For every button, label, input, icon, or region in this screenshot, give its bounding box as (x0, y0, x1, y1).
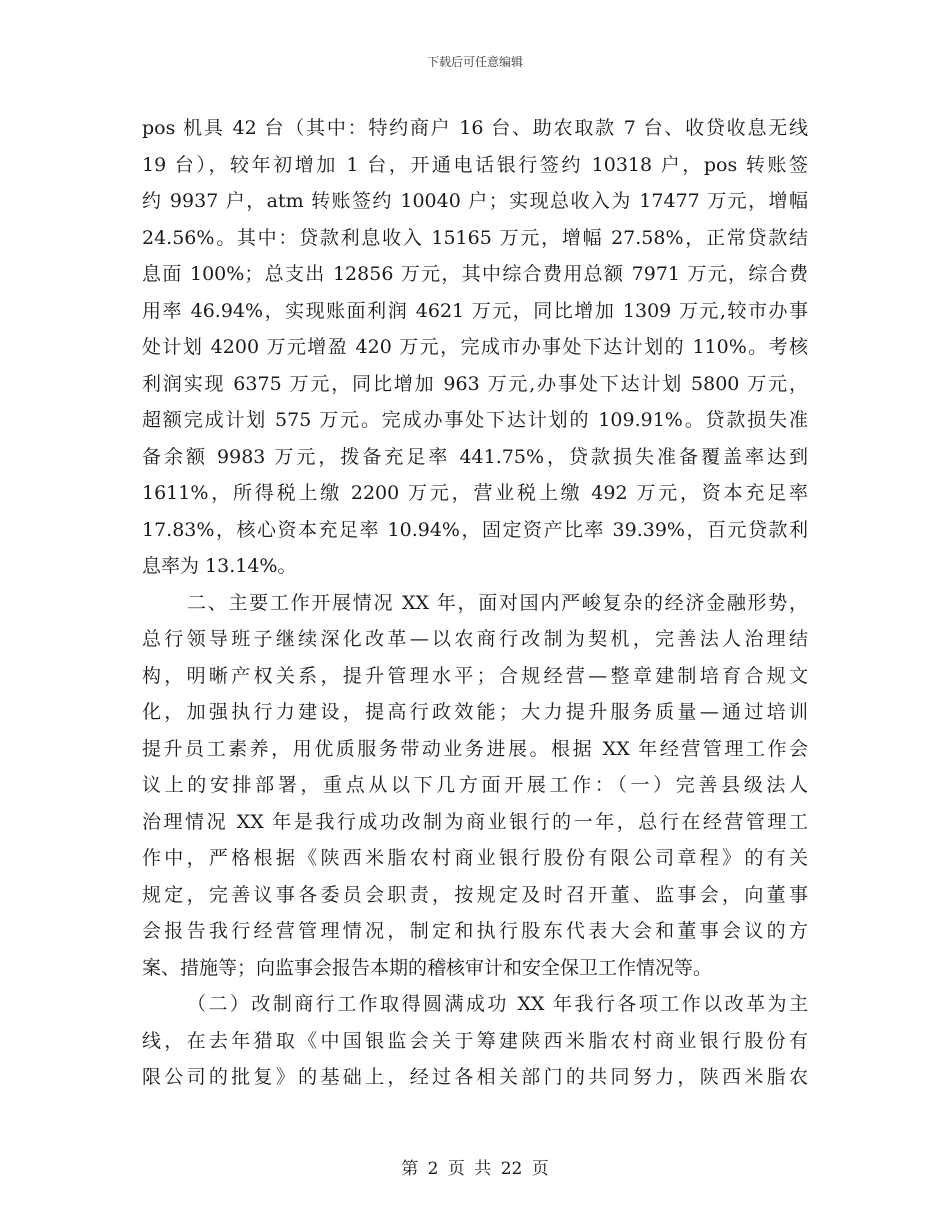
text-line: 化，加强执行力建设，提高行政效能；大力提升服务质量—通过培训 (142, 701, 808, 723)
text-line: 备余额 9983 万元，拨备充足率 441.75%，贷款损失准备覆盖率达到 (142, 445, 808, 468)
text-line: pos 机具 42 台（其中：特约商户 16 台、助农取款 7 台、收贷收息无线 (142, 117, 808, 139)
text-line: 会报告我行经营管理情况，制定和执行股东代表大会和董事会议的方 (142, 920, 808, 942)
text-line: 1611%，所得税上缴 2200 万元，营业税上缴 492 万元，资本充足率 (142, 482, 808, 504)
text-line: 用率 46.94%，实现账面利润 4621 万元，同比增加 1309 万元,较市办事 (142, 299, 808, 322)
text-line: 息率为 13.14%。 (142, 555, 297, 577)
text-line: 息面 100%；总支出 12856 万元，其中综合费用总额 7971 万元，综合费 (142, 263, 808, 285)
text-line: 案、措施等；向监事会报告本期的稽核审计和安全保卫工作情况等。 (142, 956, 713, 979)
paragraph-start-line: （二）改制商行工作取得圆满成功 XX 年我行各项工作以改革为主 (187, 993, 808, 1015)
text-line: 议上的安排部署，重点从以下几方面开展工作：（一）完善县级法人 (142, 774, 808, 796)
text-line: 治理情况 XX 年是我行成功改制为商业银行的一年，总行在经营管理工 (142, 810, 808, 833)
text-line: 24.56%。其中：贷款利息收入 15165 万元，增幅 27.58%，正常贷款结 (142, 226, 808, 249)
text-line: 19 台），较年初增加 1 台，开通电话银行签约 10318 户，pos 转账签 (142, 153, 808, 176)
text-line: 处计划 4200 万元增盈 420 万元，完成市办事处下达计划的 110%。考核 (142, 336, 808, 358)
text-line: 作中，严格根据《陕西米脂农村商业银行股份有限公司章程》的有关 (142, 847, 808, 869)
paragraph-start-line: 二、主要工作开展情况 XX 年，面对国内严峻复杂的经济金融形势， (187, 591, 808, 614)
text-line: 提升员工素养，用优质服务带动业务进展。根据 XX 年经营管理工作会 (142, 737, 808, 760)
text-line: 总行领导班子继续深化改革—以农商行改制为契机，完善法人治理结 (142, 628, 808, 650)
text-line: 规定，完善议事各委员会职责，按规定及时召开董、监事会，向董事 (142, 883, 808, 906)
text-line: 约 9937 户，atm 转账签约 10040 户；实现总收入为 17477 万元，增幅 (142, 190, 808, 212)
text-line: 利润实现 6375 万元，同比增加 963 万元,办事处下达计划 5800 万元， (142, 372, 808, 395)
document-body (142, 110, 808, 1096)
text-line: 17.83%，核心资本充足率 10.94%，固定资产比率 39.39%，百元贷款利 (142, 518, 808, 541)
text-line: 构，明晰产权关系，提升管理水平；合规经营—整章建制培育合规文 (142, 664, 808, 687)
page-header: 下载后可任意编辑 (426, 55, 523, 69)
text-line: 超额完成计划 575 万元。完成办事处下达计划的 109.91%。贷款损失准 (142, 409, 808, 431)
page-number-footer: 第 2 页 共 22 页 (401, 1159, 549, 1179)
text-line: 线，在去年猎取《中国银监会关于筹建陕西米脂农村商业银行股份有 (142, 1029, 808, 1052)
text-line: 限公司的批复》的基础上，经过各相关部门的共同努力，陕西米脂农 (142, 1066, 808, 1088)
